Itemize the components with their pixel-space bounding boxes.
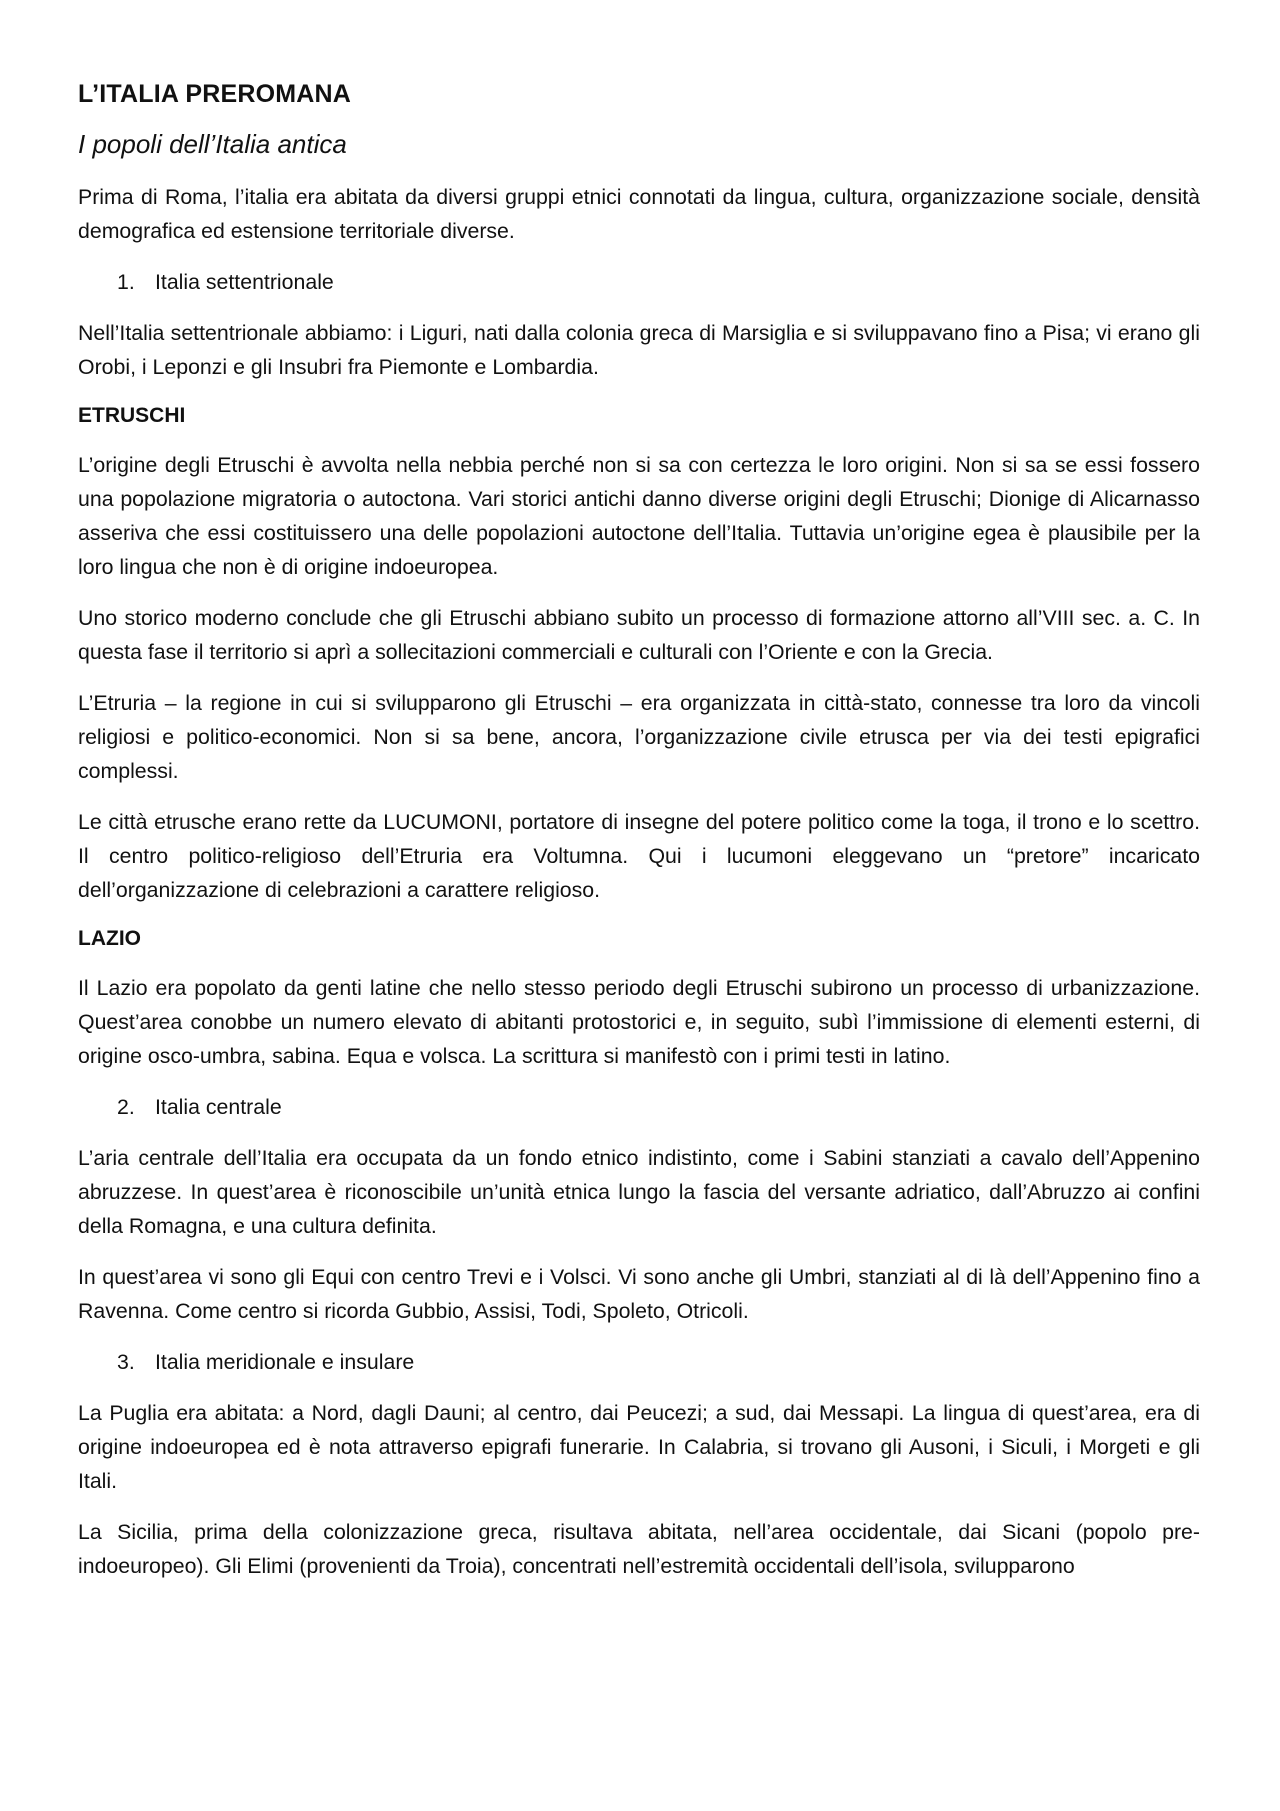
paragraph-etruschi-3: L’Etruria – la regione in cui si svilupparono gli Etruschi – era organizzata in città-stato, connesse tra loro da vincoli religiosi e politico-economici. Non si sa bene, ancora, l’organizzazione civile etrusca per via dei testi epigrafici complessi. (78, 691, 1200, 783)
paragraph-settentrionale: Nell’Italia settentrionale abbiamo: i Liguri, nati dalla colonia greca di Marsiglia e si sviluppavano fino a Pisa; vi erano gli Orobi, i Leponzi e gli Insubri fra Piemonte e Lombardia. (78, 321, 1200, 379)
page-subtitle: I popoli dell’Italia antica (78, 129, 347, 159)
list-item-settentrionale (78, 265, 1200, 299)
paragraph-etruschi-4: Le città etrusche erano rette da LUCUMONI, portatore di insegne del potere politico come la toga, il trono e lo scettro. Il centro politico-religioso dell’Etruria era Voltumna. Qui i lucumoni eleggevano un “pretore” incaricato dell’organizzazione di celebrazioni a carattere religioso. (78, 810, 1200, 902)
paragraph-etruschi-1: L’origine degli Etruschi è avvolta nella nebbia perché non si sa con certezza le loro origini. Non si sa se essi fossero una popolazione migratoria o autoctona. Vari storici antichi danno diverse origini degli Etruschi; Dionige di Alicarnasso asseriva che essi costituissero una delle popolazioni autoctone dell’Italia. Tuttavia un’origine egea è plausibile per la loro lingua che non è di origine indoeuropea. (78, 453, 1200, 579)
paragraph-centrale-2: In quest’area vi sono gli Equi con centro Trevi e i Volsci. Vi sono anche gli Umbri, stanziati al di là dell’Appenino fino a Ravenna. Come centro si ricorda Gubbio, Assisi, Todi, Spoleto, Otricoli. (78, 1265, 1200, 1323)
list-number: 3. (117, 1350, 135, 1374)
section-heading-lazio: LAZIO (78, 927, 141, 950)
list-item-centrale (78, 1090, 1200, 1124)
paragraph-etruschi-2: Uno storico moderno conclude che gli Etruschi abbiano subito un processo di formazione attorno all’VIII sec. a. C. In questa fase il territorio si aprì a sollecitazioni commerciali e culturali con l’Oriente e con la Grecia. (78, 606, 1200, 664)
list-number: 1. (117, 270, 135, 294)
paragraph-meridionale-2: La Sicilia, prima della colonizzazione greca, risultava abitata, nell’area occidentale, dai Sicani (popolo pre-indoeuropeo). Gli Elimi (provenienti da Troia), concentrati nell’estremità occidentali dell’isola, svilupparono (78, 1520, 1200, 1578)
section-heading-etruschi: ETRUSCHI (78, 404, 186, 427)
list-item-meridionale (78, 1345, 1200, 1379)
paragraph-meridionale-1: La Puglia era abitata: a Nord, dagli Dauni; al centro, dai Peucezi; a sud, dai Messapi. La lingua di quest’area, era di origine indoeuropea ed è nota attraverso epigrafi funerarie. In Calabria, si trovano gli Ausoni, i Siculi, i Morgeti e gli Itali. (78, 1401, 1200, 1493)
paragraph-intro: Prima di Roma, l’italia era abitata da diversi gruppi etnici connotati da lingua, cultura, organizzazione sociale, densità demografica ed estensione territoriale diverse. (78, 185, 1200, 243)
list-label: Italia settentrionale (155, 270, 334, 294)
list-label: Italia centrale (155, 1095, 282, 1119)
page-title: L’ITALIA PREROMANA (78, 80, 352, 108)
list-number: 2. (117, 1095, 135, 1119)
paragraph-lazio: Il Lazio era popolato da genti latine che nello stesso periodo degli Etruschi subirono un processo di urbanizzazione. Quest’area conobbe un numero elevato di abitanti protostorici e, in seguito, subì l’immissione di elementi esterni, di origine osco-umbra, sabina. Equa e volsca. La scrittura si manifestò con i primi testi in latino. (78, 976, 1200, 1068)
list-label: Italia meridionale e insulare (155, 1350, 415, 1374)
paragraph-centrale-1: L’aria centrale dell’Italia era occupata da un fondo etnico indistinto, come i Sabini stanziati a cavalo dell’Appenino abruzzese. In quest’area è riconoscibile un’unità etnica lungo la fascia del versante adriatico, dall’Abruzzo ai confini della Romagna, e una cultura definita. (78, 1146, 1200, 1238)
